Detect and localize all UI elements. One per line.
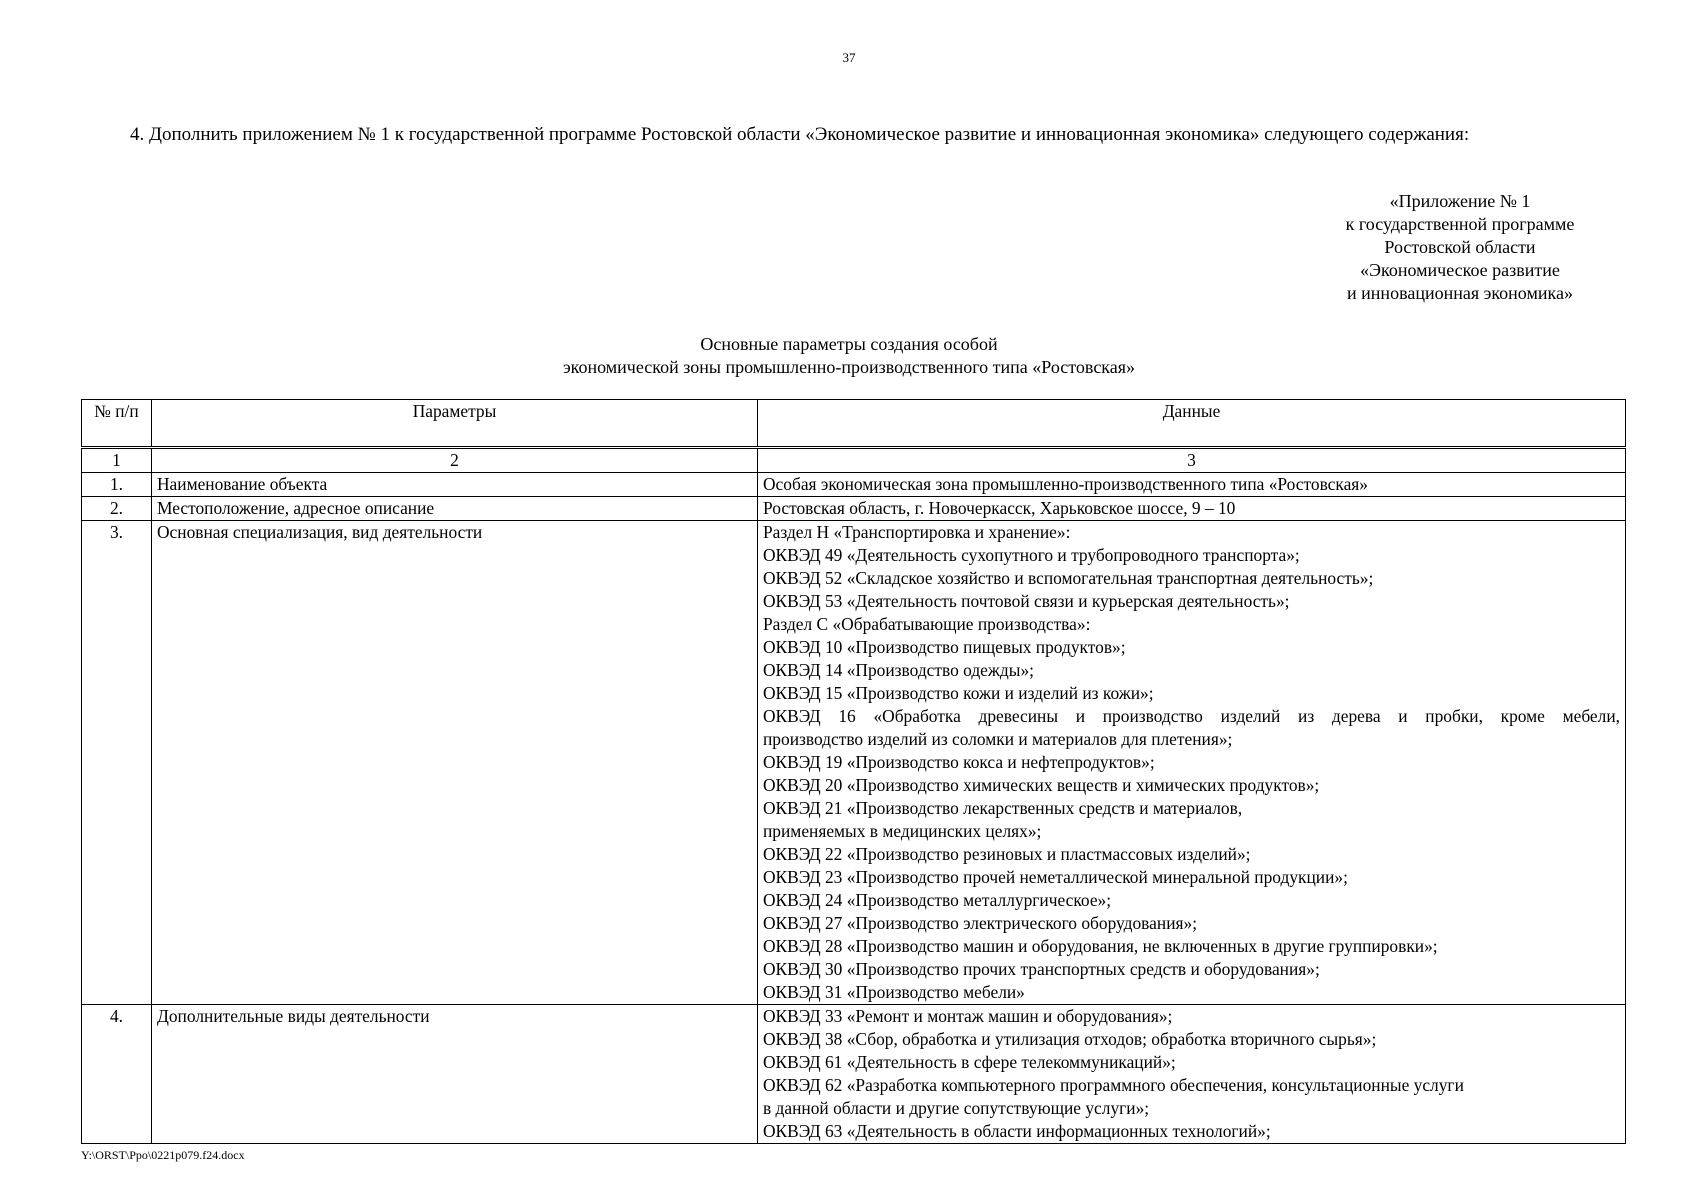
- appendix-label-line: Ростовской области: [1384, 237, 1536, 257]
- data-line: ОКВЭД 52 «Складское хозяйство и вспомогательная транспортная деятельность»;: [763, 568, 1374, 588]
- parameters-table: [81, 399, 1626, 1144]
- row-parameter: Основная специализация, вид деятельности: [152, 521, 758, 1005]
- header-num: № п/п: [82, 400, 152, 448]
- data-line: ОКВЭД 14 «Производство одежды»;: [763, 660, 1034, 680]
- data-line: ОКВЭД 16 «Обработка древесины и производство изделий из дерева и пробки, кроме мебели,: [763, 706, 1620, 726]
- appendix-label-line: и инновационная экономика»: [1347, 283, 1573, 303]
- data-line: ОКВЭД 22 «Производство резиновых и пластмассовых изделий»;: [763, 844, 1251, 864]
- intro-paragraph: 4. Дополнить приложением № 1 к государственной программе Ростовской области «Экономическое развитие и инновационная экономика» следующего содержания:: [130, 124, 1470, 145]
- data-line: ОКВЭД 28 «Производство машин и оборудования, не включенных в другие группировки»;: [763, 936, 1438, 956]
- data-line: ОКВЭД 61 «Деятельность в сфере телекоммуникаций»;: [763, 1052, 1176, 1072]
- data-line: ОКВЭД 38 «Сбор, обработка и утилизация отходов; обработка вторичного сырья»;: [763, 1029, 1377, 1049]
- row-number: 3.: [82, 521, 152, 1005]
- data-line: производство изделий из соломки и материалов для плетения»;: [763, 729, 1233, 749]
- table-body: [82, 448, 1626, 1144]
- table-row: [82, 1005, 1626, 1144]
- data-line: ОКВЭД 21 «Производство лекарственных средств и материалов,: [763, 798, 1243, 818]
- row-number: 4.: [82, 1005, 152, 1144]
- appendix-label-line: «Экономическое развитие: [1360, 260, 1560, 280]
- appendix-label: [1300, 190, 1620, 305]
- table-row: [82, 473, 1626, 497]
- index-cell: 3: [758, 448, 1626, 473]
- row-parameter: Местоположение, адресное описание: [152, 497, 758, 521]
- table-row: [82, 497, 1626, 521]
- header-parameters: Параметры: [152, 400, 758, 448]
- row-data: [758, 521, 1626, 1005]
- data-line: Особая экономическая зона промышленно-производственного типа «Ростовская»: [763, 474, 1369, 494]
- index-cell: 2: [152, 448, 758, 473]
- row-parameter: Наименование объекта: [152, 473, 758, 497]
- data-line: Раздел H «Транспортировка и хранение»:: [763, 522, 1071, 542]
- data-line: ОКВЭД 62 «Разработка компьютерного программного обеспечения, консультационные услуги: [763, 1075, 1464, 1095]
- data-line: ОКВЭД 10 «Производство пищевых продуктов»;: [763, 637, 1126, 657]
- data-line: ОКВЭД 53 «Деятельность почтовой связи и курьерская деятельность»;: [763, 591, 1290, 611]
- data-line: ОКВЭД 15 «Производство кожи и изделий из кожи»;: [763, 683, 1154, 703]
- row-parameter: Дополнительные виды деятельности: [152, 1005, 758, 1144]
- data-line: ОКВЭД 31 «Производство мебели»: [763, 982, 1025, 1002]
- data-line: ОКВЭД 19 «Производство кокса и нефтепродуктов»;: [763, 752, 1155, 772]
- data-line: ОКВЭД 20 «Производство химических веществ и химических продуктов»;: [763, 775, 1320, 795]
- page-number: 37: [842, 50, 856, 65]
- row-data: [758, 473, 1626, 497]
- header-data: Данные: [758, 400, 1626, 448]
- table-row: [82, 521, 1626, 1005]
- data-line: ОКВЭД 49 «Деятельность сухопутного и трубопроводного транспорта»;: [763, 545, 1300, 565]
- data-line: Ростовская область, г. Новочеркасск, Харьковское шоссе, 9 – 10: [763, 498, 1236, 518]
- data-line: в данной области и другие сопутствующие услуги»;: [763, 1098, 1150, 1118]
- data-line: ОКВЭД 63 «Деятельность в области информационных технологий»;: [763, 1121, 1271, 1141]
- row-number: 1.: [82, 473, 152, 497]
- data-line: ОКВЭД 30 «Производство прочих транспортных средств и оборудования»;: [763, 959, 1320, 979]
- document-title-line: экономической зоны промышленно-производственного типа «Ростовская»: [562, 357, 1136, 377]
- data-line: ОКВЭД 27 «Производство электрического оборудования»;: [763, 913, 1198, 933]
- row-number: 2.: [82, 497, 152, 521]
- appendix-label-line: «Приложение № 1: [1389, 191, 1531, 211]
- document-title: [0, 333, 1698, 379]
- data-line: Раздел C «Обрабатывающие производства»:: [763, 614, 1091, 634]
- data-line: ОКВЭД 24 «Производство металлургическое»;: [763, 890, 1112, 910]
- appendix-label-line: к государственной программе: [1345, 214, 1575, 234]
- row-data: [758, 1005, 1626, 1144]
- row-data: [758, 497, 1626, 521]
- data-line: применяемых в медицинских целях»;: [763, 821, 1042, 841]
- data-line: ОКВЭД 33 «Ремонт и монтаж машин и оборудования»;: [763, 1006, 1173, 1026]
- document-title-line: Основные параметры создания особой: [700, 334, 998, 354]
- table-index-row: [82, 448, 1626, 473]
- index-cell: 1: [82, 448, 152, 473]
- table-header-row: [82, 400, 1626, 448]
- data-line: ОКВЭД 23 «Производство прочей неметаллической минеральной продукции»;: [763, 867, 1348, 887]
- footer-file-path: Y:\ORST\Ppo\0221p079.f24.docx: [81, 1148, 245, 1162]
